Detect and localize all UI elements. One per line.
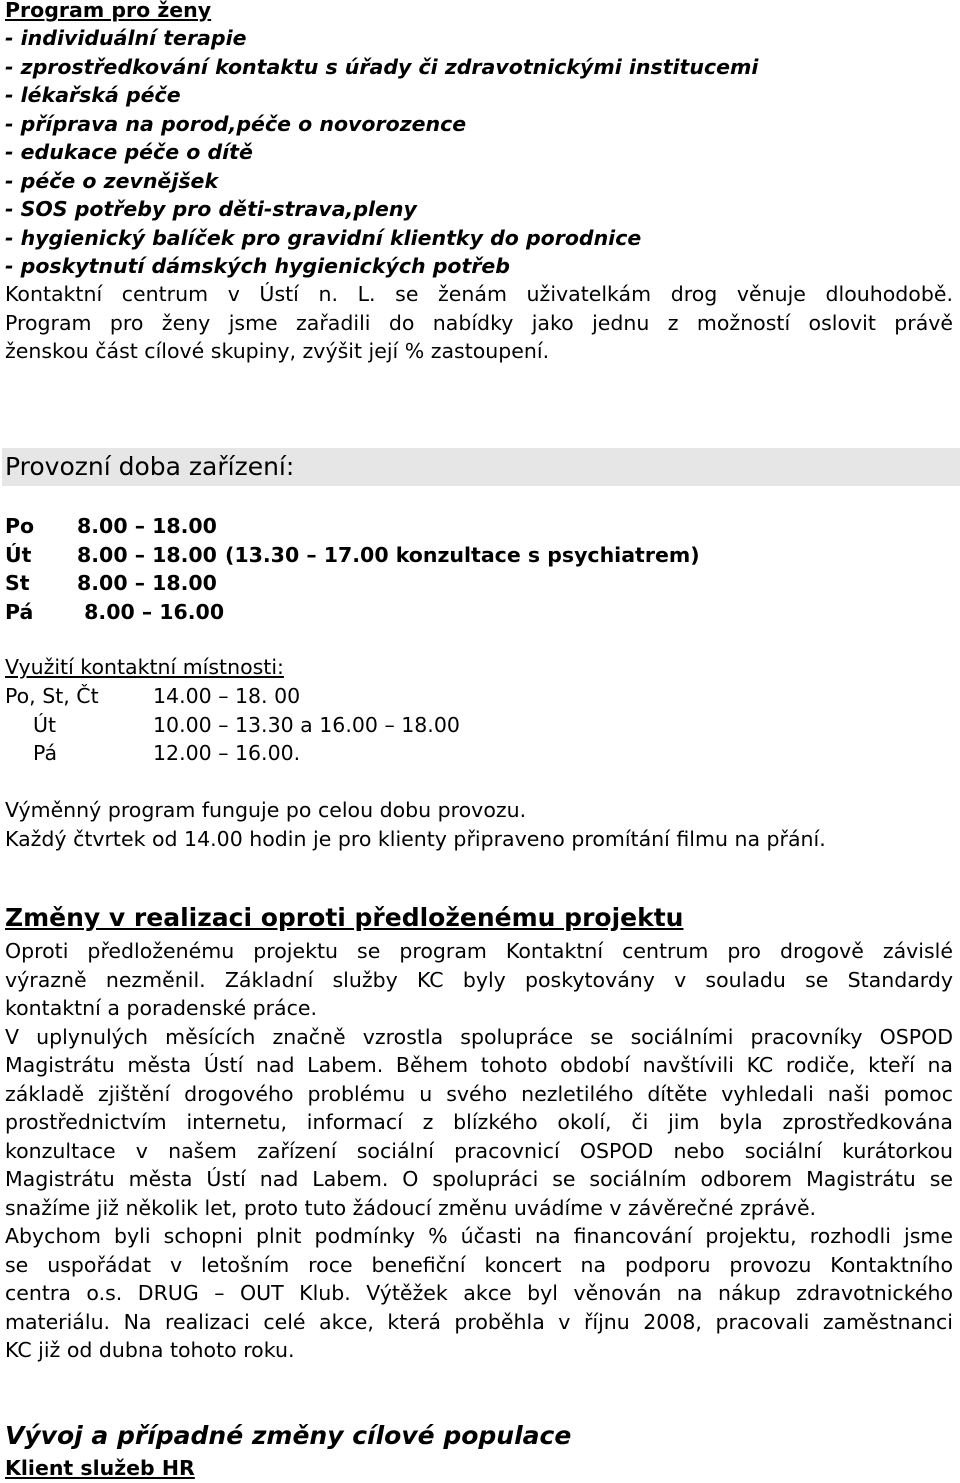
list-item: - individuální terapie — [5, 26, 247, 50]
opening-table — [5, 512, 700, 626]
paragraph-line: KC již od dubna tohoto roku. — [5, 1338, 295, 1362]
list-item: - péče o zevnějšek — [5, 168, 219, 193]
paragraph-line: Abychom byli schopni plnit podmínky % účasti na financování projektu, rozhodli jsme — [5, 1224, 953, 1248]
paragraph-line: snažíme již několik let, proto tuto žádoucí změnu uvádíme v závěrečné zprávě. — [5, 1195, 817, 1220]
note-cell: (13.30 – 17.00 konzultace s psychiatrem) — [225, 542, 700, 567]
time-cell: 10.00 – 13.30 a 16.00 – 18.00 — [153, 712, 460, 737]
list-item: - hygienický balíček pro gravidní klientky do porodnice — [5, 225, 642, 250]
paragraph-line: Program pro ženy jsme zařadili do nabídky jako jednu z možností oslovit právě — [5, 310, 953, 335]
room-heading: Využití kontaktní místnosti: — [5, 655, 284, 679]
notes — [5, 796, 826, 853]
target-subheading: Klient služeb HR — [5, 1456, 195, 1480]
table-row — [5, 711, 460, 740]
paragraph-line: ženskou část cílové skupiny, zvýšit její % zastoupení. — [5, 339, 550, 363]
list-item: - příprava na porod,péče o novorozence — [5, 111, 467, 136]
note-line: Výměnný program funguje po celou dobu provozu. — [5, 798, 527, 822]
paragraph-line: kontaktní a poradenské práce. — [5, 996, 317, 1020]
paragraph-line: Oproti předloženému projektu se program Kontaktní centrum pro drogově závislé — [5, 939, 953, 963]
time-cell: 8.00 – 18.00 — [77, 542, 217, 567]
table-row — [5, 541, 700, 570]
paragraph-line: Magistrátu města Ústí nad Labem. O spolupráci se sociálním odborem Magistrátu se — [5, 1167, 953, 1191]
paragraph-line: základě zjištění drogového problému u svého nezletilého dítěte vyhledali naši pomoc — [5, 1081, 953, 1106]
days-cell: Út — [33, 712, 57, 737]
room-table — [5, 682, 460, 768]
paragraph-line: se uspořádat v letošním roce benefiční koncert na podporu provozu Kontaktního — [5, 1252, 953, 1277]
time-cell: 12.00 – 16.00. — [153, 741, 301, 765]
list-item: - SOS potřeby pro děti-strava,pleny — [5, 197, 417, 221]
changes-heading: Změny v realizaci oproti předloženému projektu — [5, 903, 684, 932]
program-heading: Program pro ženy — [5, 0, 212, 22]
table-row — [5, 739, 460, 768]
list-item: - poskytnutí dámských hygienických potřeb — [5, 254, 510, 278]
paragraph-line: prostřednictvím internetu, informací z blízkého okolí, či jim byla zprostředkována — [5, 1110, 953, 1134]
time-cell: 14.00 – 18. 00 — [153, 684, 301, 708]
time-cell: 8.00 – 18.00 — [77, 514, 217, 538]
table-row — [5, 598, 700, 627]
table-row — [5, 569, 700, 598]
paragraph-line: výrazně nezměnil. Základní služby KC byly poskytovány v souladu se Standardy — [5, 967, 953, 992]
target-heading: Vývoj a případné změny cílové populace — [5, 1421, 572, 1450]
list-item: - zprostředkování kontaktu s úřady či zdravotnickými institucemi — [5, 54, 759, 79]
days-cell: Po, St, Čt — [5, 684, 99, 708]
program-list — [5, 24, 758, 281]
time-cell: 8.00 – 16.00 — [77, 599, 225, 624]
paragraph-line: materiálu. Na realizaci celé akce, která proběhla v říjnu 2008, pracovali zaměstnanci — [5, 1309, 953, 1334]
day-cell: Út — [5, 542, 32, 567]
table-row — [5, 682, 460, 711]
table-row — [5, 512, 700, 541]
list-item: - edukace péče o dítě — [5, 140, 253, 164]
day-cell: Pá — [5, 599, 34, 624]
changes-paragraph — [5, 937, 953, 1365]
opening-heading: Provozní doba zařízení: — [2, 448, 960, 486]
program-paragraph — [5, 280, 953, 366]
day-cell: St — [5, 571, 30, 595]
days-cell: Pá — [33, 741, 58, 765]
day-cell: Po — [5, 514, 35, 538]
note-line: Každý čtvrtek od 14.00 hodin je pro klienty připraveno promítání filmu na přání. — [5, 826, 826, 851]
time-cell: 8.00 – 18.00 — [77, 571, 217, 595]
paragraph-line: Kontaktní centrum v Ústí n. L. se ženám uživatelkám drog věnuje dlouhodobě. — [5, 282, 953, 306]
paragraph-line: centra o.s. DRUG – OUT Klub. Výtěžek akce byl věnován na nákup zdravotnického — [5, 1281, 953, 1305]
paragraph-line: V uplynulých měsících značně vzrostla spolupráce se sociálními pracovníky OSPOD — [5, 1024, 953, 1049]
list-item: - lékařská péče — [5, 83, 181, 107]
paragraph-line: konzultace v našem zařízení sociální pracovnicí OSPOD nebo sociální kurátorkou — [5, 1138, 953, 1163]
paragraph-line: Magistrátu města Ústí nad Labem. Během tohoto období navštívili KC rodiče, kteří na — [5, 1053, 953, 1077]
